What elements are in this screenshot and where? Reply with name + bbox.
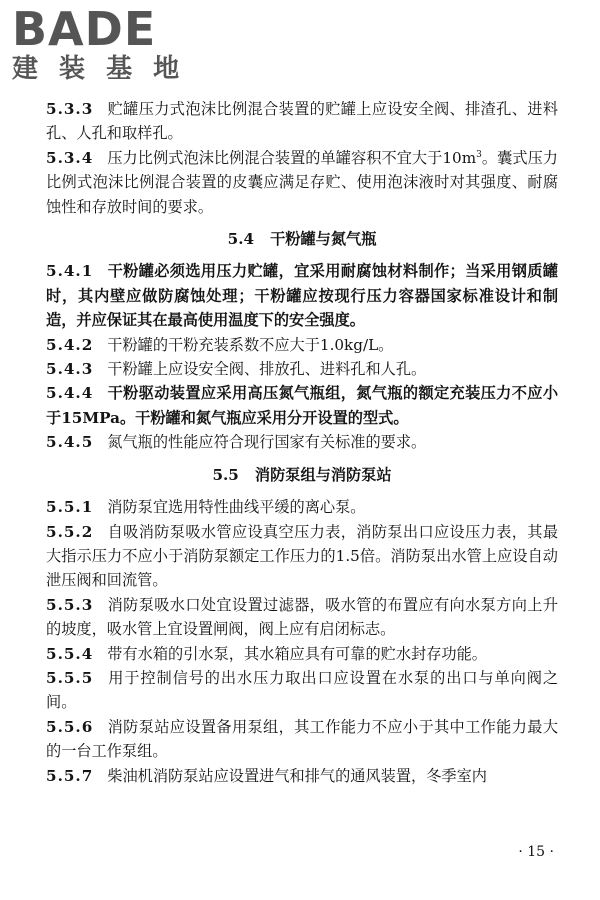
clause-number: 5.3.4 — [46, 148, 94, 167]
clause-5-4-5 — [46, 430, 558, 454]
clause-5-4-2 — [46, 333, 558, 357]
section-number: 5.5 — [212, 465, 239, 484]
clause-number: 5.4.4 — [46, 384, 94, 403]
section-heading-5-4 — [46, 227, 558, 251]
logo — [12, 2, 202, 86]
clause-number: 5.5.4 — [46, 644, 94, 663]
clause-text: 干粉罐的干粉充装系数不应大于1.0kg/L。 — [107, 335, 394, 354]
clause-text: 带有水箱的引水泵，其水箱应具有可靠的贮水封存功能。 — [107, 644, 487, 663]
clause-text: 消防泵站应设置备用泵组，其工作能力不应小于其中工作能力最大的一台工作泵组。 — [46, 717, 558, 761]
clause-5-4-4 — [46, 381, 558, 430]
clause-5-3-3 — [46, 97, 558, 146]
clause-text: 氮气瓶的性能应符合现行国家有关标准的要求。 — [107, 433, 427, 452]
clause-text: 用于控制信号的出水压力取出口应设置在水泵的出口与单向阀之间。 — [46, 668, 558, 712]
clause-5-5-2 — [46, 520, 558, 593]
clause-5-5-5 — [46, 666, 558, 715]
clause-text: 贮罐压力式泡沫比例混合装置的贮罐上应设安全阀、排渣孔、进料孔、人孔和取样孔。 — [46, 100, 558, 143]
clause-number: 5.5.3 — [46, 595, 94, 614]
clause-number: 5.3.3 — [46, 100, 94, 118]
clause-5-5-7 — [46, 764, 558, 788]
logo-latin-text: BADE — [12, 2, 157, 56]
section-title: 消防泵组与消防泵站 — [254, 465, 392, 484]
clause-text-continued: 。囊式压力比例式泡沫比例混合装置的皮囊应满足存贮、使用泡沫液时对其强度、耐腐蚀性和存放时间的要求。 — [46, 148, 558, 216]
clause-number: 5.4.1 — [46, 262, 94, 281]
clause-text: 干粉罐必须选用压力贮罐，宜采用耐腐蚀材料制作；当采用钢质罐时，其内壁应做防腐蚀处理；干粉罐应按现行压力容器国家标准设计和制造，并应保证其在最高使用温度下的安全强度。 — [46, 262, 558, 330]
superscript: 3 — [476, 149, 482, 160]
clause-text: 消防泵宜选用特性曲线平缓的离心泵。 — [107, 498, 366, 517]
clause-text: 柴油机消防泵站应设置进气和排气的通风装置，冬季室内 — [107, 766, 487, 785]
clause-number: 5.4.5 — [46, 433, 94, 452]
clause-text: 压力比例式泡沫比例混合装置的单罐容积不宜大于10m — [107, 148, 477, 167]
clause-number: 5.5.2 — [46, 522, 94, 541]
clause-number: 5.5.5 — [46, 668, 94, 687]
clause-number: 5.5.6 — [46, 717, 94, 736]
clause-text: 干粉罐上应设安全阀、排放孔、进料孔和人孔。 — [107, 360, 427, 379]
clause-5-5-1 — [46, 495, 558, 519]
section-heading-5-5 — [46, 463, 558, 487]
clause-number: 5.5.7 — [46, 766, 94, 785]
clause-text: 干粉驱动装置应采用高压氮气瓶组，氮气瓶的额定充装压力不应小于15MPa。干粉罐和氮气瓶应采用分开设置的型式。 — [46, 384, 558, 427]
clause-text: 自吸消防泵吸水管应设真空压力表，消防泵出口应设压力表，其最大指示压力不应小于消防泵额定工作压力的1.5倍。消防泵出水管上应设自动泄压阀和回流管。 — [46, 522, 558, 590]
clause-5-5-4 — [46, 642, 558, 666]
section-title: 干粉罐与氮气瓶 — [270, 230, 377, 249]
clause-text: 消防泵吸水口处宜设置过滤器，吸水管的布置应有向水泵方向上升的坡度，吸水管上宜设置闸阀，阀上应有启闭标志。 — [46, 595, 558, 639]
page-number: · 15 · — [518, 844, 554, 860]
clause-5-4-3 — [46, 357, 558, 381]
document-body — [46, 97, 558, 788]
clause-5-5-6 — [46, 715, 558, 764]
clause-5-5-3 — [46, 593, 558, 642]
section-number: 5.4 — [227, 230, 255, 249]
clause-number: 5.4.3 — [46, 360, 94, 379]
clause-5-3-4 — [46, 146, 558, 219]
logo-chinese-text: 建 装 基 地 — [12, 54, 186, 84]
clause-5-4-1 — [46, 259, 558, 332]
clause-number: 5.4.2 — [46, 335, 94, 354]
clause-number: 5.5.1 — [46, 498, 94, 517]
